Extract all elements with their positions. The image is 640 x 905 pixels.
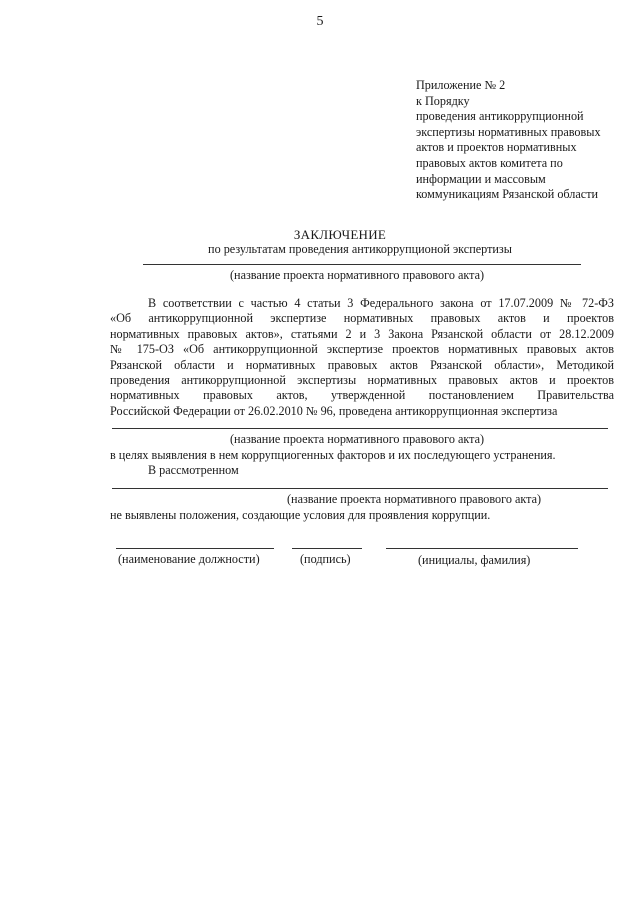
- blank-field-signature: [292, 548, 362, 549]
- appendix-line: правовых актов комитета по: [416, 155, 563, 170]
- appendix-line: экспертизы нормативных правовых: [416, 124, 601, 139]
- paragraph-line: Российской Федерации от 26.02.2010 № 96, проведена антикоррупционная экспертиза: [110, 403, 558, 418]
- blank-field-name: [386, 548, 578, 549]
- caption-project-2: (название проекта нормативного правового акта): [230, 432, 485, 446]
- purpose-line: в целях выявления в нем коррупциогенных факторов и их последующего устранения.: [110, 448, 556, 462]
- appendix-header: [416, 78, 626, 203]
- paragraph-line: № 175-ОЗ «Об антикоррупционной экспертизе проектов нормативных правовых актов: [110, 342, 614, 357]
- document-title: ЗАКЛЮЧЕНИЕ: [293, 227, 387, 242]
- appendix-line: к Порядку: [416, 93, 470, 108]
- conclusion-line: не выявлены положения, создающие условия для проявления коррупции.: [110, 508, 491, 522]
- appendix-line: коммуникациям Рязанской области: [416, 187, 599, 202]
- document-subtitle: по результатам проведения антикоррупционой экспертизы: [208, 242, 512, 256]
- reviewed-line: В рассмотренном: [148, 463, 239, 477]
- caption-signature: (подпись): [300, 552, 351, 566]
- caption-project-3: (название проекта нормативного правового акта): [287, 492, 542, 506]
- caption-project-1: (название проекта нормативного правового акта): [230, 268, 485, 282]
- paragraph-line: проведения антикоррупционной экспертизы нормативных правовых актов и проектов: [110, 372, 614, 387]
- blank-field-position: [116, 548, 274, 549]
- caption-name: (инициалы, фамилия): [418, 553, 531, 567]
- appendix-line: проведения антикоррупционной: [416, 109, 584, 124]
- paragraph-line: В соответствии с частью 4 статьи 3 Федерального закона от 17.07.2009 № 72-ФЗ: [148, 296, 614, 310]
- blank-field-project-3: [112, 488, 608, 489]
- page-number: 5: [316, 14, 324, 29]
- main-paragraph: [110, 296, 614, 419]
- caption-position: (наименование должности): [118, 552, 260, 566]
- appendix-line: информации и массовым: [416, 171, 546, 186]
- appendix-line: Приложение № 2: [416, 78, 506, 92]
- blank-field-project-1: [143, 264, 581, 265]
- paragraph-line: Рязанской области и нормативных правовых актов Рязанской области», Методикой: [110, 357, 614, 372]
- paragraph-line: нормативных правовых актов», статьями 2 и 3 Закона Рязанской области от 28.12.2009: [110, 326, 614, 341]
- blank-field-project-2: [112, 428, 608, 429]
- appendix-line: актов и проектов нормативных: [416, 140, 577, 155]
- paragraph-line: «Об антикоррупционной экспертизе нормативных правовых актов и проектов: [110, 311, 614, 326]
- paragraph-line: нормативных правовых актов, утвержденной постановлением Правительства: [110, 388, 614, 403]
